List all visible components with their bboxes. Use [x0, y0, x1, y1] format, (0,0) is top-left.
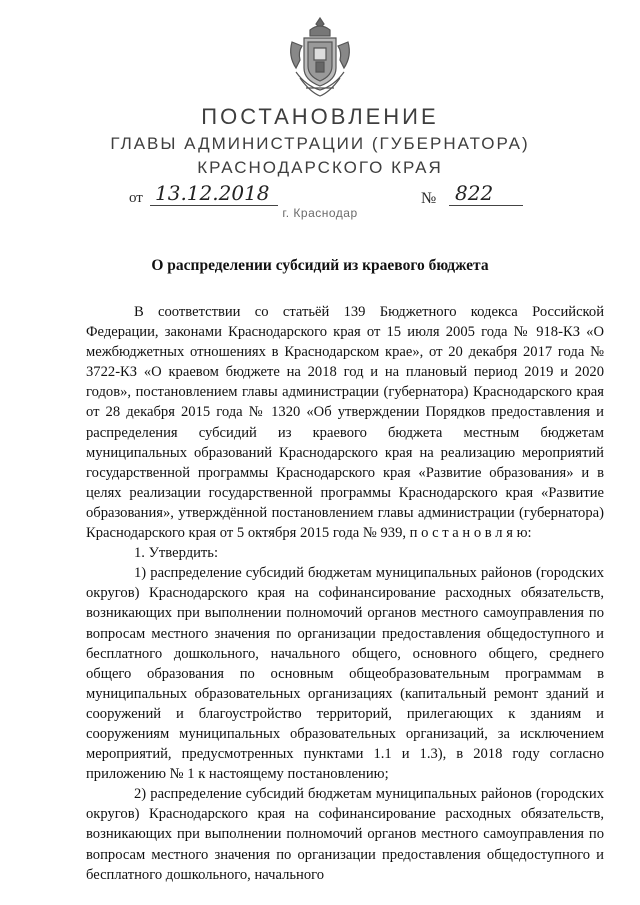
item-2-paragraph: 2) распределение субсидий бюджетам муниципальных районов (городских округов) Краснодарского края на софинансирование расходных обязательств, возникающих при выполнении полномочий органов местного самоуправления по вопросам местного значения по организации предоставления общедоступного и бесплатного дошкольного, начального	[86, 786, 604, 883]
number-label: №	[421, 190, 437, 207]
document-title: О распределении субсидий из краевого бюджета	[151, 257, 489, 274]
region-heading: КРАСНОДАРСКОГО КРАЯ	[197, 158, 443, 177]
document-type-heading: ПОСТАНОВЛЕНИЕ	[201, 104, 439, 129]
handwritten-date: 13.12.2018	[155, 181, 270, 205]
city-label: г. Краснодар	[282, 206, 358, 220]
point-1-paragraph: 1. Утвердить:	[134, 545, 219, 562]
handwritten-number: 822	[455, 181, 494, 205]
issuer-heading: ГЛАВЫ АДМИНИСТРАЦИИ (ГУБЕРНАТОРА)	[110, 134, 530, 153]
preamble-paragraph: В соответствии со статьёй 139 Бюджетного кодекса Российской Федерации, законами Краснодарского края от 15 июля 2005 года № 918-КЗ «О межбюджетных отношениях в Краснодарском крае», от 20 декабря 2017 года № 3722-КЗ «О краевом бюджете на 2018 год и на плановый период 2019 и 2020 годов», постановлением главы администрации (губернатора) Краснодарского края от 28 декабря 2015 года № 1320 «Об утверждении Порядков предоставления и распределения субсидий из краевого бюджета местным бюджетам муниципальных образований Краснодарского края на реализацию мероприятий государственной программы Краснодарского края «Развитие образования» и в целях реализации государственной программы Краснодарского края «Развитие образования», утверждённой постановлением главы администрации (губернатора) Краснодарского края от 5 октября 2015 года № 939, п о с т а н о в л я ю:	[86, 304, 604, 542]
item-1-paragraph: 1) распределение субсидий бюджетам муниципальных районов (городских округов) Краснодарского края на софинансирование расходных обязательств, возникающих при выполнении полномочий органов местного самоуправления по вопросам местного значения по организации предоставления общедоступного и бесплатного дошкольного, начального общего, основного общего, среднего общего образования по основным общеобразовательным программам в муниципальных образовательных организациях (капитальный ремонт зданий и сооружений и благоустройство территорий, прилегающих к зданиям и сооружениям муниципальных образовательных организаций, за исключением мероприятий, предусмотренных пунктами 1.1 и 1.3), в 2018 году согласно приложению № 1 к настоящему постановлению;	[86, 565, 604, 783]
document-body	[86, 302, 604, 885]
date-label: от	[129, 190, 143, 206]
coat-of-arms-emblem	[286, 16, 354, 100]
